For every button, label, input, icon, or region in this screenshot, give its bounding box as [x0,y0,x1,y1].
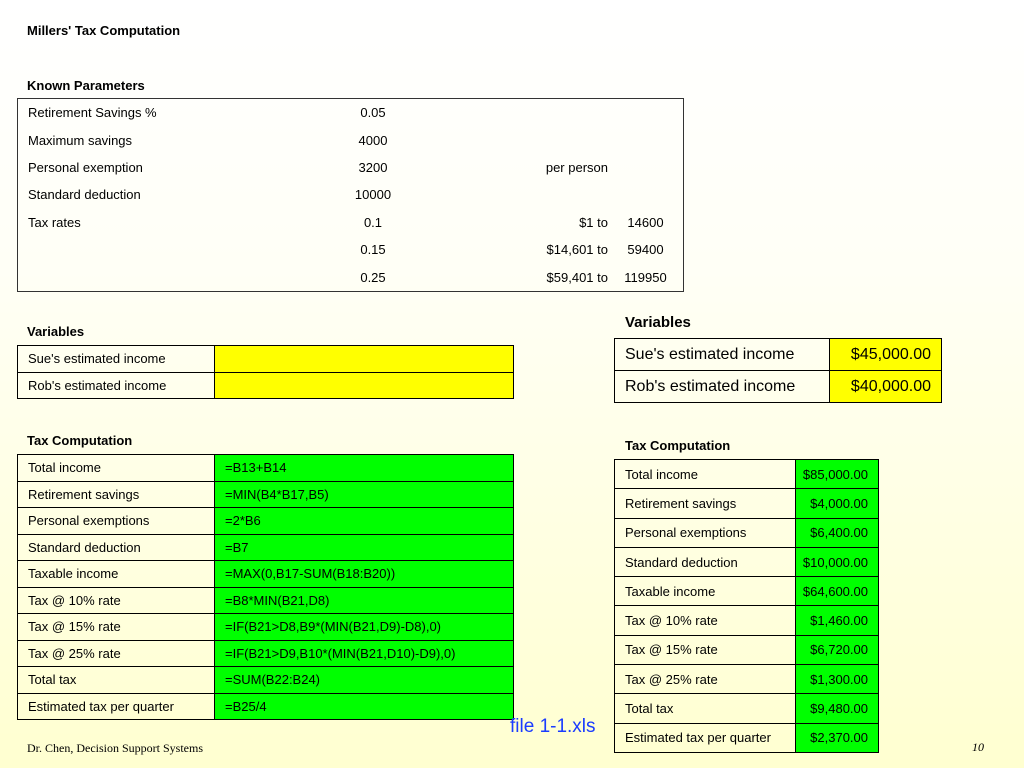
table-row [18,481,514,508]
variables-heading: Variables [27,324,85,339]
param-label [18,263,289,291]
formula-cell[interactable]: =IF(B21>D8,B9*(MIN(B21,D9)-D8),0) [215,614,514,641]
formula-cell[interactable]: =2*B6 [215,508,514,535]
formula-cell[interactable]: =B8*MIN(B21,D8) [215,587,514,614]
table-row [615,577,879,606]
param-value[interactable]: 3200 [358,159,388,175]
row-label: Taxable income [615,577,796,606]
table-row [615,371,942,403]
footer-author: Dr. Chen, Decision Support Systems [27,741,203,755]
table-row [615,694,879,723]
sue-income-input-cell[interactable] [215,346,514,373]
table-row [18,587,514,614]
table-row [18,154,684,181]
table-row [18,209,684,236]
param-limit[interactable]: 119950 [624,269,667,285]
value-cell[interactable]: $9,480.00 [796,694,879,723]
table-row [18,693,514,720]
row-label: Total income [615,460,796,489]
formula-cell[interactable]: =SUM(B22:B24) [215,667,514,694]
param-note: per person [545,159,608,175]
table-row [615,723,879,752]
table-row [615,606,879,635]
value-cell[interactable]: $6,400.00 [796,518,879,547]
param-value[interactable]: 4000 [358,132,388,148]
row-label: Taxable income [18,561,215,588]
table-row [18,346,514,373]
value-cell[interactable]: $64,600.00 [796,577,879,606]
row-label: Total tax [615,694,796,723]
table-row [615,547,879,576]
tax-computation-values-heading: Tax Computation [625,438,731,453]
formula-cell[interactable]: =IF(B21>D9,B10*(MIN(B21,D10)-D9),0) [215,640,514,667]
formula-cell[interactable]: =B25/4 [215,693,514,720]
param-label: Standard deduction [28,187,141,203]
row-label: Retirement savings [615,489,796,518]
formula-cell[interactable]: =MIN(B4*B17,B5) [215,481,514,508]
table-row [18,126,684,153]
row-label: Standard deduction [615,547,796,576]
row-label: Retirement savings [18,481,215,508]
table-row [18,236,684,263]
row-label: Total tax [18,667,215,694]
row-label: Personal exemptions [18,508,215,535]
param-value[interactable]: 0.15 [360,242,386,258]
table-row [615,665,879,694]
row-label: Estimated tax per quarter [18,693,215,720]
param-label: Retirement Savings % [28,105,157,121]
table-row [18,561,514,588]
row-label: Tax @ 10% rate [615,606,796,635]
formula-cell[interactable]: =MAX(0,B17-SUM(B18:B20)) [215,561,514,588]
row-label: Total income [18,455,215,482]
param-note: $14,601 to [546,242,608,258]
param-note [458,126,608,153]
known-parameters-table [17,98,684,292]
tax-computation-values-table [614,459,879,753]
value-cell[interactable]: $85,000.00 [796,460,879,489]
variables-values-heading: Variables [625,314,691,331]
table-row [18,99,684,127]
row-label: Tax @ 15% rate [18,614,215,641]
tax-computation-heading: Tax Computation [27,433,133,448]
table-row [18,508,514,535]
table-row [18,614,514,641]
file-link[interactable]: file 1-1.xls [510,716,596,737]
row-label: Standard deduction [18,534,215,561]
table-row [18,455,514,482]
variable-label: Rob's estimated income [18,372,215,399]
table-row [18,181,684,208]
param-value[interactable]: 0.25 [360,269,386,285]
table-row [615,518,879,547]
formula-cell[interactable]: =B7 [215,534,514,561]
formula-cell[interactable]: =B13+B14 [215,455,514,482]
param-note [458,181,608,208]
row-label: Tax @ 25% rate [615,665,796,694]
row-label: Tax @ 10% rate [18,587,215,614]
param-limit [608,154,684,181]
param-label: Maximum savings [28,132,133,148]
table-row [18,667,514,694]
variables-values-table [614,338,942,403]
param-note: $59,401 to [546,269,608,285]
table-row [18,372,514,399]
param-limit[interactable]: 14600 [627,214,664,230]
row-label: Estimated tax per quarter [615,723,796,752]
row-label: Personal exemptions [615,518,796,547]
value-cell[interactable]: $1,300.00 [796,665,879,694]
variable-label: Sue's estimated income [18,346,215,373]
sue-income-value-cell[interactable]: $45,000.00 [830,339,942,371]
variable-label: Rob's estimated income [615,371,830,403]
variables-table-formulas [17,345,514,399]
table-row [18,263,684,291]
known-parameters-heading: Known Parameters [27,78,145,93]
param-label: Tax rates [28,214,81,230]
value-cell[interactable]: $4,000.00 [796,489,879,518]
table-row [18,640,514,667]
page-number: 10 [972,740,984,754]
param-limit [608,99,684,127]
page-title: Millers' Tax Computation [27,23,181,38]
param-limit [608,126,684,153]
value-cell[interactable]: $10,000.00 [796,547,879,576]
param-label: Personal exemption [28,159,143,175]
table-row [615,489,879,518]
value-cell[interactable]: $2,370.00 [796,723,879,752]
tax-computation-formulas-table [17,454,514,720]
table-row [615,635,879,664]
param-limit [608,181,684,208]
param-value[interactable]: 0.1 [363,214,383,230]
value-cell[interactable]: $6,720.00 [796,635,879,664]
param-label [18,236,289,263]
table-row [615,460,879,489]
param-note [458,99,608,127]
param-value[interactable]: 0.05 [360,105,386,121]
rob-income-value-cell[interactable]: $40,000.00 [830,371,942,403]
row-label: Tax @ 15% rate [615,635,796,664]
table-row [18,534,514,561]
value-cell[interactable]: $1,460.00 [796,606,879,635]
row-label: Tax @ 25% rate [18,640,215,667]
table-row [615,339,942,371]
rob-income-input-cell[interactable] [215,372,514,399]
variable-label: Sue's estimated income [615,339,830,371]
param-limit[interactable]: 59400 [627,242,664,258]
param-value[interactable]: 10000 [354,187,392,203]
param-note: $1 to [579,214,608,230]
